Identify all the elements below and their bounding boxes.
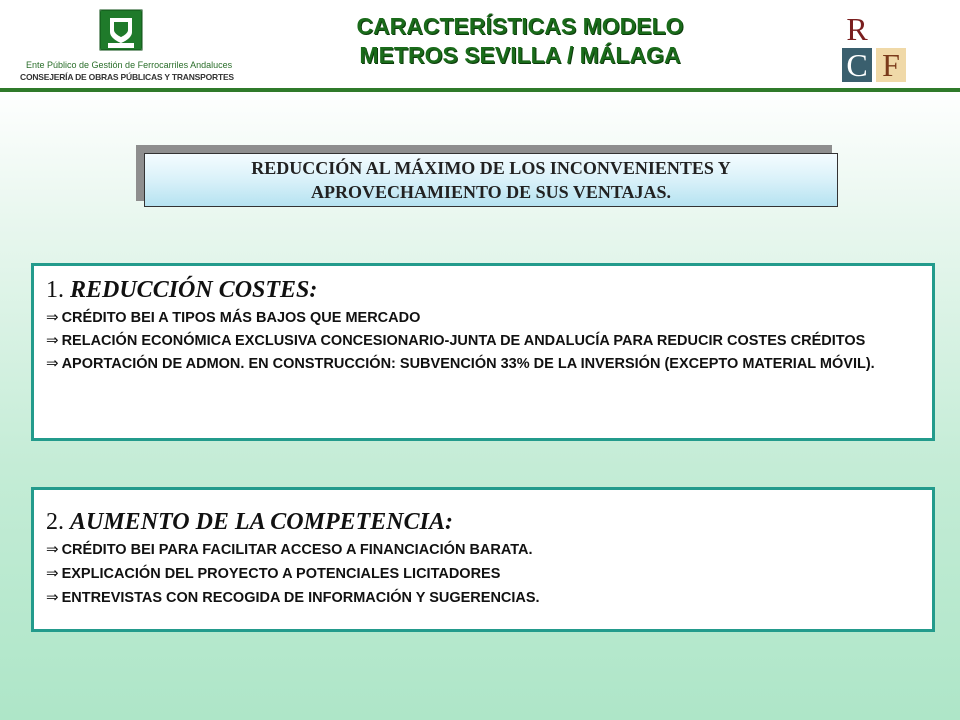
title-line-2: METROS SEVILLA / MÁLAGA bbox=[359, 42, 681, 68]
shield-icon bbox=[90, 8, 152, 58]
list-item-text: ENTREVISTAS CON RECOGIDA DE INFORMACIÓN Y SUGERENCIAS. bbox=[61, 590, 540, 606]
list-item-text: RELACIÓN ECONÓMICA EXCLUSIVA CONCESIONARIO-JUNTA DE ANDALUCÍA PARA REDUCIR COSTES CRÉDITOS bbox=[61, 333, 866, 349]
rcf-logo-f: F bbox=[876, 48, 906, 82]
list-item-text: EXPLICACIÓN DEL PROYECTO A POTENCIALES LICITADORES bbox=[61, 566, 501, 582]
junta-andalucia-logo bbox=[16, 8, 234, 84]
list-item-text: APORTACIÓN DE ADMON. EN CONSTRUCCIÓN: SUBVENCIÓN 33% DE LA INVERSIÓN (EXCEPTO MATERIAL MÓVIL). bbox=[61, 356, 875, 372]
implies-arrow-icon: ⇒ bbox=[46, 564, 59, 582]
list-item bbox=[46, 352, 922, 375]
list-item-text: CRÉDITO BEI A TIPOS MÁS BAJOS QUE MERCADO bbox=[61, 310, 421, 326]
rcf-logo bbox=[840, 10, 908, 84]
list-item bbox=[46, 538, 922, 562]
list-item bbox=[46, 306, 922, 329]
banner-line-1: REDUCCIÓN AL MÁXIMO DE LOS INCONVENIENTES Y bbox=[251, 158, 731, 178]
section-number: 1. bbox=[46, 277, 64, 303]
list-item bbox=[46, 329, 922, 352]
header-divider bbox=[0, 88, 960, 92]
banner-line-2: APROVECHAMIENTO DE SUS VENTAJAS. bbox=[310, 182, 672, 202]
implies-arrow-icon: ⇒ bbox=[46, 308, 59, 326]
list-item-text: CRÉDITO BEI PARA FACILITAR ACCESO A FINANCIACIÓN BARATA. bbox=[61, 542, 533, 558]
title-line-1: CARACTERÍSTICAS MODELO bbox=[356, 13, 684, 39]
header bbox=[0, 0, 960, 90]
logo-line-1: Ente Público de Gestión de Ferrocarriles Andaluces bbox=[26, 60, 233, 70]
list-item bbox=[46, 562, 922, 586]
section-title bbox=[46, 276, 922, 304]
page-title bbox=[260, 12, 780, 70]
section-title bbox=[46, 508, 922, 536]
logo-line-2: CONSEJERÍA DE OBRAS PÚBLICAS Y TRANSPORTES bbox=[20, 72, 234, 82]
implies-arrow-icon: ⇒ bbox=[46, 540, 59, 558]
summary-banner bbox=[144, 153, 838, 207]
implies-arrow-icon: ⇒ bbox=[46, 588, 59, 606]
implies-arrow-icon: ⇒ bbox=[46, 354, 59, 372]
rcf-logo-r: R bbox=[842, 12, 872, 46]
section-aumento-competencia bbox=[31, 487, 935, 632]
implies-arrow-icon: ⇒ bbox=[46, 331, 59, 349]
section-heading: REDUCCIÓN COSTES: bbox=[70, 277, 318, 303]
section-reduccion-costes bbox=[31, 263, 935, 441]
list-item bbox=[46, 586, 922, 610]
section-heading: AUMENTO DE LA COMPETENCIA: bbox=[70, 509, 453, 535]
section-number: 2. bbox=[46, 509, 64, 535]
rcf-logo-c: C bbox=[842, 48, 872, 82]
